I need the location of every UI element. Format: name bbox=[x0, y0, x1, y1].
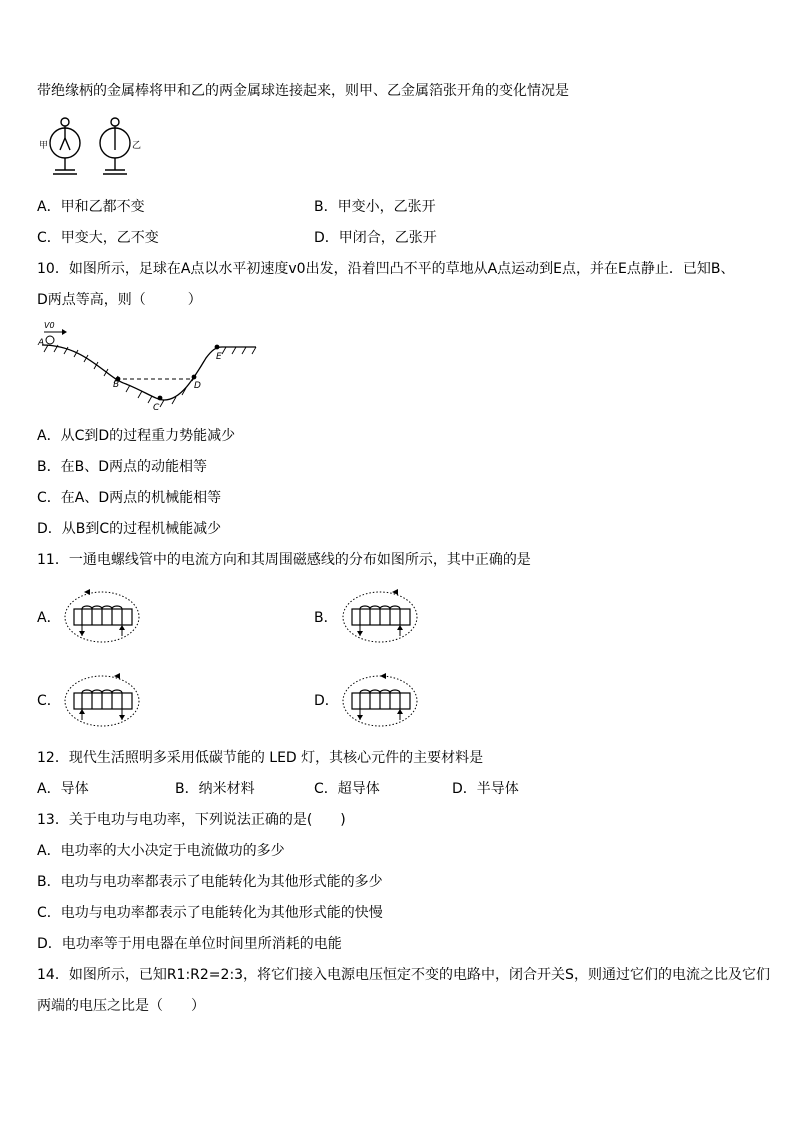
q14-stem-line1: 14．如图所示，已知R1:R2=2:3，将它们接入电源电压恒定不变的电路中，闭合开关S，则通过它们的电流之比及它们 bbox=[37, 967, 770, 983]
label-d: D bbox=[194, 381, 201, 391]
q10-option-b: B．在B、D两点的动能相等 bbox=[37, 459, 207, 475]
solenoid-figure-a bbox=[62, 588, 144, 646]
solenoid-figure-c bbox=[62, 672, 144, 730]
q13-option-a: A．电功率的大小决定于电流做功的多少 bbox=[37, 843, 285, 859]
q10-option-a: A．从C到D的过程重力势能减少 bbox=[37, 428, 236, 444]
label-a: A bbox=[38, 338, 45, 348]
q9-option-a: A．甲和乙都不变 bbox=[37, 199, 145, 215]
q11-option-a-label: A． bbox=[37, 610, 61, 626]
q10-stem-line2: D两点等高，则（ ） bbox=[37, 292, 202, 308]
label-v0: V0 bbox=[44, 321, 55, 330]
solenoid-figure-b bbox=[340, 588, 422, 646]
q9-option-b: B．甲变小，乙张开 bbox=[314, 199, 436, 215]
football-track-figure bbox=[36, 318, 266, 414]
q9-option-c: C．甲变大，乙不变 bbox=[37, 230, 159, 246]
q12-stem: 12．现代生活照明多采用低碳节能的 LED 灯，其核心元件的主要材料是 bbox=[37, 750, 484, 766]
q12-option-a: A．导体 bbox=[37, 781, 89, 797]
q12-option-d: D．半导体 bbox=[452, 781, 519, 797]
q12-option-b: B．纳米材料 bbox=[175, 781, 255, 797]
label-yi: 乙 bbox=[132, 141, 142, 151]
label-c: C bbox=[153, 403, 160, 413]
solenoid-figure-d bbox=[340, 672, 422, 730]
q13-option-d: D．电功率等于用电器在单位时间里所消耗的电能 bbox=[37, 936, 342, 952]
q10-option-c: C．在A、D两点的机械能相等 bbox=[37, 490, 222, 506]
label-e: E bbox=[216, 352, 222, 362]
label-b: B bbox=[113, 380, 120, 390]
q13-stem: 13．关于电功与电功率，下列说法正确的是( ) bbox=[37, 812, 346, 828]
q14-stem-line2: 两端的电压之比是（ ） bbox=[37, 998, 205, 1014]
electroscope-figure bbox=[38, 116, 148, 182]
q11-option-c-label: C． bbox=[37, 693, 61, 709]
q10-option-d: D．从B到C的过程机械能减少 bbox=[37, 521, 222, 537]
q13-option-b: B．电功与电功率都表示了电能转化为其他形式能的多少 bbox=[37, 874, 383, 890]
q9-stem: 带绝缘柄的金属棒将甲和乙的两金属球连接起来，则甲、乙金属箔张开角的变化情况是 bbox=[37, 83, 569, 99]
q11-option-d-label: D． bbox=[314, 693, 339, 709]
q13-option-c: C．电功与电功率都表示了电能转化为其他形式能的快慢 bbox=[37, 905, 383, 921]
q11-option-b-label: B． bbox=[314, 610, 338, 626]
q10-stem-line1: 10．如图所示，足球在A点以水平初速度v0出发，沿着凹凸不平的草地从A点运动到E点，并在E点静止．已知B、 bbox=[37, 261, 735, 277]
q11-stem: 11．一通电螺线管中的电流方向和其周围磁感线的分布如图所示，其中正确的是 bbox=[37, 552, 531, 568]
q9-option-d: D．甲闭合，乙张开 bbox=[314, 230, 437, 246]
label-jia: 甲 bbox=[39, 141, 49, 151]
q12-option-c: C．超导体 bbox=[314, 781, 380, 797]
